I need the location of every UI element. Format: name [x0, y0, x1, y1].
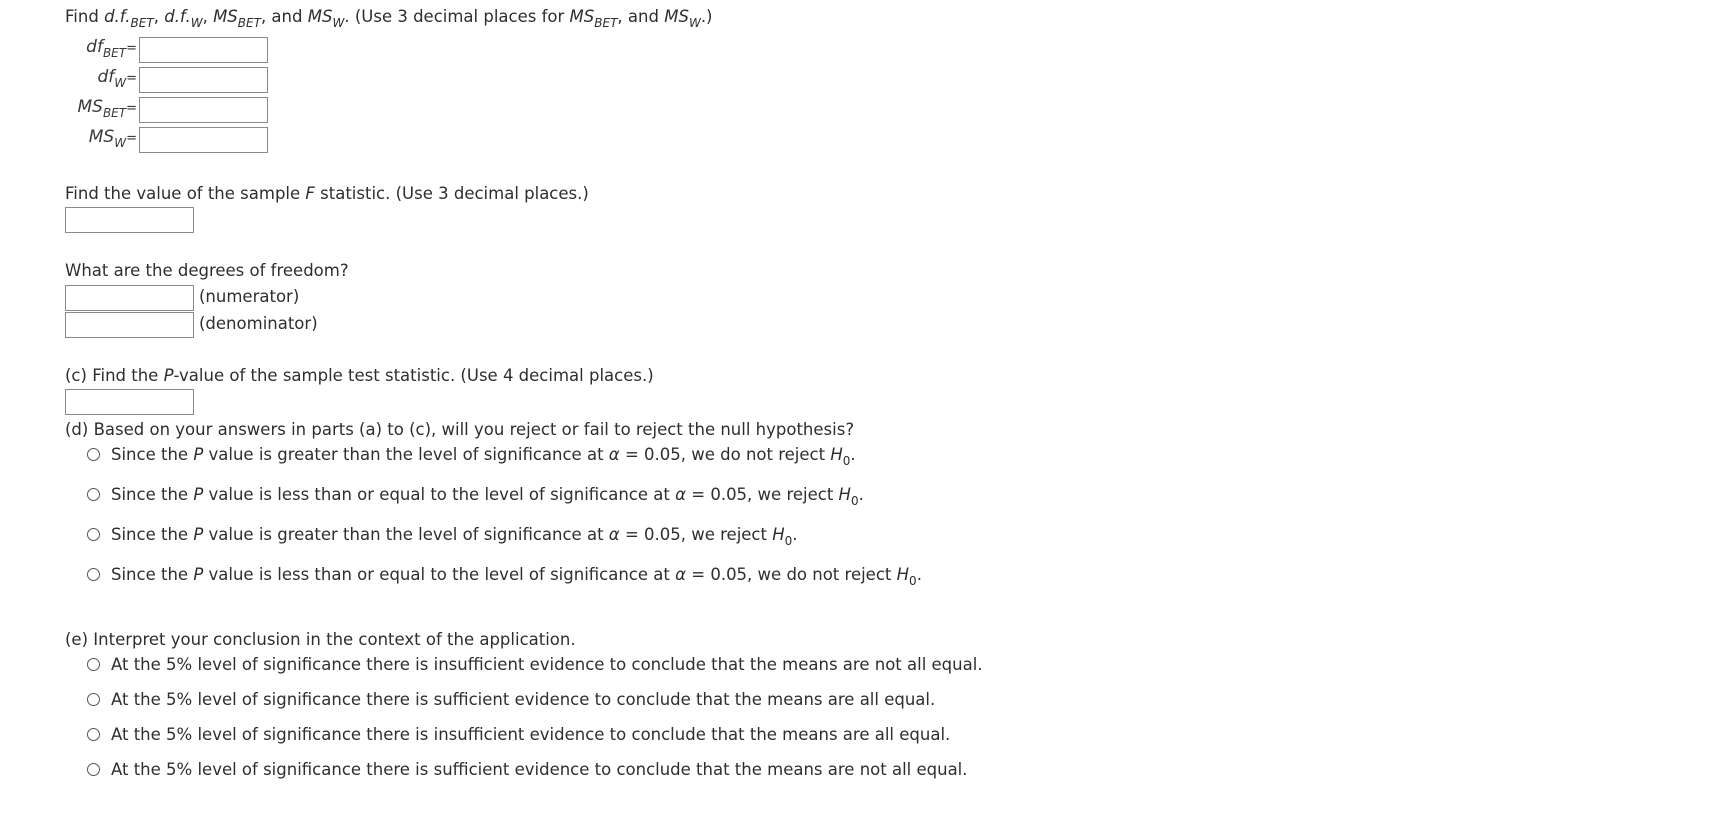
separator: ,: [202, 7, 208, 26]
f-question-text: statistic. (Use 3 decimal places.): [320, 184, 589, 203]
denominator-input[interactable]: [65, 312, 194, 338]
dof-question: What are the degrees of freedom?: [65, 261, 349, 280]
field-symbol: MS: [77, 97, 103, 117]
field-symbol: MS: [88, 127, 115, 147]
alpha-symbol: α: [608, 445, 620, 464]
part-d-option-2[interactable]: [111, 485, 864, 508]
separator: ,: [153, 7, 159, 26]
msw-subscript: W: [332, 16, 345, 30]
field-subscript: W: [114, 76, 127, 90]
part-e-option-1[interactable]: At the 5% level of significance there is insufficient evidence to conclude that the means are not all equal.: [111, 655, 983, 674]
part-e-option-3[interactable]: At the 5% level of significance there is insufficient evidence to conclude that the means are all equal.: [111, 725, 951, 744]
h-subscript: 0: [909, 574, 917, 588]
part-e-option-1-radio[interactable]: [87, 658, 100, 671]
msbet-label: [55, 97, 137, 120]
p-symbol: P: [163, 366, 174, 385]
part-d-option-2-radio[interactable]: [87, 488, 100, 501]
field-symbol: df: [97, 67, 115, 87]
find-label: Find: [65, 7, 99, 26]
msbet-input[interactable]: [139, 97, 268, 123]
field-symbol: df: [86, 37, 103, 57]
part-e-question: (e) Interpret your conclusion in the context of the application.: [65, 630, 576, 649]
h-subscript: 0: [850, 494, 859, 508]
dfbet-symbol: d.f.: [104, 7, 131, 26]
msw-input[interactable]: [139, 127, 268, 153]
equals-sign: =: [126, 71, 137, 86]
h-subscript: 0: [842, 454, 851, 468]
p-symbol: P: [193, 445, 204, 464]
msw-label: [55, 127, 137, 150]
field-subscript: BET: [102, 46, 127, 60]
p-symbol: P: [193, 485, 204, 504]
msw-subscript: W: [688, 16, 701, 30]
option-text: value is greater than the level of significance at: [208, 525, 604, 544]
part-c-question: [65, 366, 654, 385]
option-text: value is less than or equal to the level of significance at: [208, 565, 670, 584]
numerator-label: (numerator): [199, 287, 300, 306]
part-c-text: -value of the sample test statistic. (Use 4 decimal places.): [173, 366, 654, 385]
option-text: Since the: [111, 445, 189, 464]
h-subscript: 0: [784, 534, 793, 548]
part-e-option-2[interactable]: At the 5% level of significance there is sufficient evidence to conclude that the means are all equal.: [111, 690, 936, 709]
alpha-symbol: α: [675, 485, 686, 504]
p-value-input[interactable]: [65, 389, 194, 415]
option-text: = 0.05, we do not reject: [691, 565, 892, 584]
part-e-option-4-radio[interactable]: [87, 763, 100, 776]
h-symbol: H: [772, 525, 785, 544]
equals-sign: =: [126, 101, 137, 116]
h-symbol: H: [896, 565, 910, 584]
option-text: value is greater than the level of significance at: [208, 445, 604, 464]
part-d-option-4-radio[interactable]: [87, 568, 100, 581]
decimal-note: (Use 3 decimal places for: [354, 7, 565, 26]
ms-instructions: [65, 7, 713, 30]
dfw-label: [55, 67, 137, 90]
part-e-option-2-radio[interactable]: [87, 693, 100, 706]
msbet-symbol: MS: [213, 7, 238, 26]
and-label: , and: [617, 7, 659, 26]
dfw-input[interactable]: [139, 67, 268, 93]
option-text: = 0.05, we do not reject: [624, 445, 826, 464]
msw-symbol: MS: [664, 7, 689, 26]
part-d-option-1-radio[interactable]: [87, 448, 100, 461]
f-statistic-input[interactable]: [65, 207, 194, 233]
option-text: = 0.05, we reject: [624, 525, 767, 544]
f-question-text: Find the value of the sample: [65, 184, 301, 203]
period: .: [858, 485, 864, 504]
and-label: , and: [260, 7, 303, 26]
part-d-option-1[interactable]: [111, 445, 856, 468]
h-symbol: H: [830, 445, 843, 464]
option-text: Since the: [111, 485, 189, 504]
equals-sign: =: [126, 41, 137, 56]
dfw-subscript: W: [190, 16, 203, 30]
part-d-question: (d) Based on your answers in parts (a) to (c), will you reject or fail to reject the null hypothesis?: [65, 420, 855, 439]
field-subscript: W: [114, 136, 127, 150]
alpha-symbol: α: [608, 525, 620, 544]
dfw-symbol: d.f.: [164, 7, 191, 26]
field-subscript: BET: [102, 106, 127, 120]
p-symbol: P: [193, 525, 204, 544]
option-text: value is less than or equal to the level of significance at: [208, 485, 670, 504]
numerator-input[interactable]: [65, 285, 194, 311]
part-d-option-3[interactable]: [111, 525, 798, 548]
dfbet-subscript: BET: [130, 16, 154, 30]
h-symbol: H: [838, 485, 851, 504]
period: .: [344, 7, 350, 26]
dfbet-input[interactable]: [139, 37, 268, 63]
alpha-symbol: α: [675, 565, 686, 584]
msbet-subscript: BET: [594, 16, 618, 30]
part-d-option-3-radio[interactable]: [87, 528, 100, 541]
option-text: = 0.05, we reject: [691, 485, 834, 504]
decimal-note-end: .): [700, 7, 713, 26]
part-c-text: (c) Find the: [65, 366, 159, 385]
dfbet-label: [55, 37, 137, 60]
option-text: Since the: [111, 565, 189, 584]
denominator-label: (denominator): [199, 314, 318, 333]
period: .: [792, 525, 798, 544]
equals-sign: =: [126, 131, 137, 146]
p-symbol: P: [193, 565, 204, 584]
option-text: Since the: [111, 525, 189, 544]
part-e-option-3-radio[interactable]: [87, 728, 100, 741]
msw-symbol: MS: [307, 7, 333, 26]
f-statistic-question: [65, 184, 589, 203]
f-symbol: F: [305, 184, 315, 203]
part-d-option-4[interactable]: [111, 565, 922, 588]
period: .: [916, 565, 922, 584]
msbet-subscript: BET: [237, 16, 261, 30]
part-e-option-4[interactable]: At the 5% level of significance there is sufficient evidence to conclude that the means are not all equal.: [111, 760, 968, 779]
msbet-symbol: MS: [569, 7, 595, 26]
period: .: [850, 445, 856, 464]
